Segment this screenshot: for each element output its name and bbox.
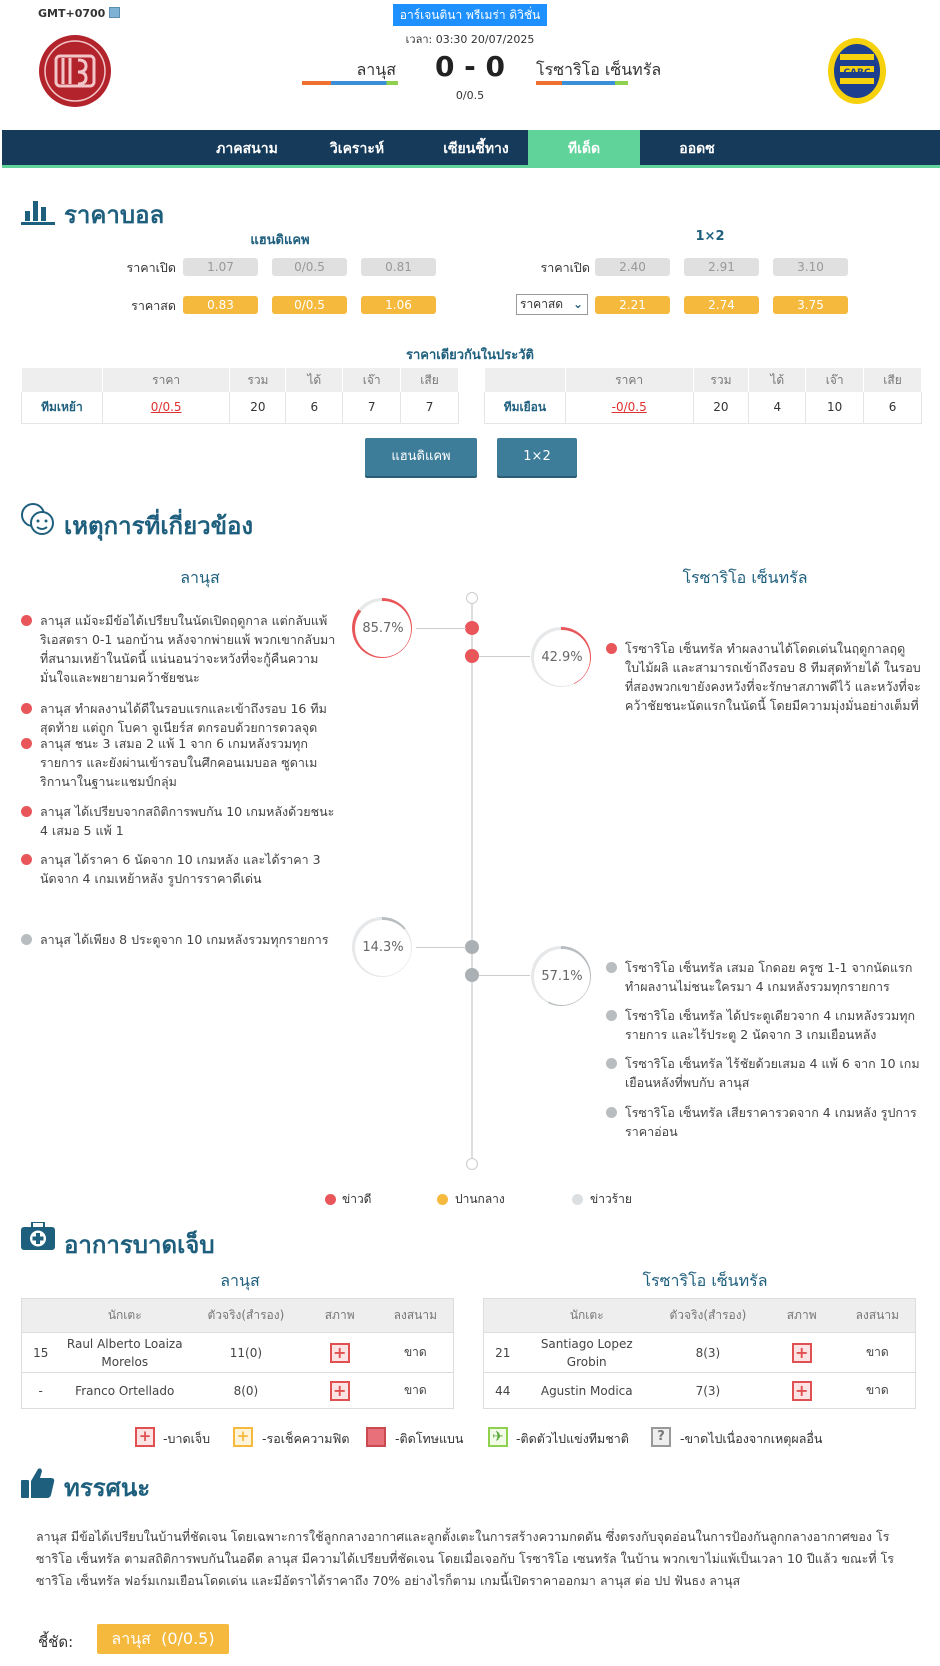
events-section-title: เหตุการที่เกี่ยวข้อง <box>64 512 254 540</box>
col-status: ลงสนาม <box>378 1299 454 1333</box>
onextwo-live-home[interactable]: 2.21 <box>595 296 670 314</box>
table-row: 15 Raul Alberto Loaiza Morelos 11(0) + ขาด <box>22 1333 454 1373</box>
home-good-note: ลานุส แม้จะมีข้อได้เปรียบในนัดเปิดฤดูกาล แต่กลับแพ้ ริเอสตรา 0-1 นอกบ้าน หลังจากพ่ายแพ้ พวกเขากลับมาที่สนามเหย้าในนัดนี้ แน่นอนว่าจะหวังที่จะกู้คืนความมั่นใจและพยายามคว้าชัยชนะ <box>40 613 336 685</box>
main-nav <box>2 130 940 168</box>
home-bad-ring <box>352 917 412 977</box>
handicap-live-line[interactable]: 0/0.5 <box>272 296 347 314</box>
opinion-section-title: ทรรศนะ <box>64 1474 151 1502</box>
injuries-section-title: อาการบาดเจ็บ <box>64 1231 215 1259</box>
match-time: เวลา: 03:30 20/07/2025 <box>405 33 535 46</box>
odds-section-title: ราคาบอล <box>64 201 165 229</box>
bad-dot <box>21 934 32 945</box>
home-good-note: ลานุส ได้เปรียบจากสถิติการพบกัน 10 เกมหลังด้วยชนะ 4 เสมอ 5 แพ้ 1 <box>40 804 335 838</box>
injured-icon: + <box>330 1343 350 1363</box>
col-win: ได้ <box>749 368 806 392</box>
handicap-live-label: ราคาสด <box>131 298 176 313</box>
away-bad-note: โรซาริโอ เซ็นทรัล เสมอ โกดอย ครูซ 1-1 จากนัดแรก ทำผลงานไม่ชนะใครมา 4 เกมหลังรวมทุกรายการ <box>625 960 913 994</box>
bar-chart-icon <box>21 195 55 225</box>
home-team-name[interactable]: ลานุส <box>356 60 396 79</box>
history-title: ราคาเดียวกันในประวัติ <box>405 348 535 363</box>
away-bad-note: โรซาริโอ เซ็นทรัล ได้ประตูเดียวจาก 4 เกมหลังรวมทุกรายการ และไร้ประตู 2 นัดจาก 3 เกมเยือนหลัง <box>625 1008 916 1042</box>
away-bad-pct: 57.1% <box>534 949 590 1005</box>
medical-kit-icon <box>21 1222 55 1250</box>
legend-suspended: -ติดโทษแบน <box>395 1431 464 1446</box>
timeline-bottom-cap <box>466 1158 478 1170</box>
handicap-open-label: ราคาเปิด <box>126 260 176 275</box>
handicap-open-home[interactable]: 1.07 <box>183 258 258 276</box>
rosario-crest-icon <box>826 36 888 106</box>
connector <box>416 947 466 948</box>
col-status: ลงสนาม <box>840 1299 916 1333</box>
timezone-toggle-icon[interactable] <box>109 7 120 18</box>
match-score: 0 - 0 <box>434 50 506 83</box>
other-reason-legend-icon: ? <box>651 1427 671 1447</box>
col-total: รวม <box>693 368 749 392</box>
good-dot <box>21 615 32 626</box>
col-price: ราคา <box>565 368 693 392</box>
good-dot <box>606 643 617 654</box>
home-good-ring <box>352 598 412 658</box>
connector <box>479 975 530 976</box>
home-history-table <box>21 368 459 424</box>
league-badge[interactable]: อาร์เจนตินา พรีเมร่า ดิวิชั่น <box>393 4 547 26</box>
legend-mid-dot <box>437 1194 448 1205</box>
table-row: - Franco Ortellado 8(0) + ขาด <box>22 1373 454 1409</box>
lanus-crest-icon <box>38 34 112 108</box>
pick-badge[interactable]: ลานุส (0/0.5) <box>97 1624 229 1654</box>
events-home-name: ลานุส <box>180 568 220 587</box>
injured-icon: + <box>792 1381 812 1401</box>
injuries-away-name: โรซาริโอ เซ็นทรัล <box>642 1271 768 1290</box>
handicap-open-away[interactable]: 0.81 <box>361 258 436 276</box>
match-handicap: 0/0.5 <box>455 89 485 102</box>
odds-type-select[interactable]: ราคาสด ⌄ <box>516 294 588 315</box>
home-form-bar <box>302 81 398 85</box>
away-team-name[interactable]: โรซาริโอ เซ็นทรัล <box>536 60 662 79</box>
bad-dot <box>606 1058 617 1069</box>
home-good-note: ลานุส ทำผลงานได้ดีในรอบแรกและเข้าถึงรอบ 16 ทีมสุดท้าย แต่ถูก โบคา จูเนียร์ส ตกรอบด้วยการดวลจุด <box>40 701 327 735</box>
legend-mid: ปานกลาง <box>455 1192 505 1206</box>
faces-icon <box>20 502 56 536</box>
tab-tips[interactable]: ทีเด็ด <box>528 130 640 168</box>
timeline-top-cap <box>466 592 478 604</box>
home-bad-note: ลานุส ได้เพียง 8 ประตูจาก 10 เกมหลังรวมทุกรายการ <box>40 932 329 947</box>
handicap-open-line[interactable]: 0/0.5 <box>272 258 347 276</box>
handicap-title: แฮนดิแคพ <box>250 233 310 248</box>
handicap-live-away[interactable]: 1.06 <box>361 296 436 314</box>
timeline-dot-home-good <box>465 621 479 635</box>
home-team-logo[interactable] <box>38 34 112 108</box>
good-dot <box>21 854 32 865</box>
away-good-note: โรซาริโอ เซ็นทรัล ทำผลงานได้โดดเด่นในฤดูกาลฤดูใบไม้ผลิ และสามารถเข้าถึงรอบ 8 ทีมสุดท้ายได้ ในรอบที่สองพวกเขายังคงหวังที่จะรักษาสภาพดีไว้ และหวังที่จะคว้าชัยชนะนัดแรกในนัดนี้ โดยมีความมุ่งมั่นอย่างเต็มที่ <box>625 641 921 713</box>
good-dot <box>21 806 32 817</box>
col-draw: เจ๊า <box>806 368 864 392</box>
bad-dot <box>606 962 617 973</box>
col-price: ราคา <box>102 368 230 392</box>
national-team-legend-icon: ✈ <box>488 1427 508 1447</box>
col-total: รวม <box>230 368 286 392</box>
col-apps: ตัวจริง(สำรอง) <box>190 1299 302 1333</box>
chevron-down-icon: ⌄ <box>572 297 583 311</box>
handicap-history-button[interactable]: แฮนดิแคพ <box>365 438 477 476</box>
timeline-dot-home-bad <box>465 940 479 954</box>
col-condition: สภาพ <box>302 1299 378 1333</box>
col-draw: เจ๊า <box>343 368 401 392</box>
tab-expert[interactable]: เซียนชี้ทาง <box>443 141 509 157</box>
tab-analysis[interactable]: วิเคราะห์ <box>329 141 385 157</box>
col-player: นักเตะ <box>521 1299 652 1333</box>
table-row: 44 Agustin Modica 7(3) + ขาด <box>484 1373 916 1409</box>
connector <box>416 628 466 629</box>
suspended-legend-icon <box>366 1427 386 1447</box>
away-form-bar <box>536 81 628 85</box>
away-bad-note: โรซาริโอ เซ็นทรัล เสียราคารวดจาก 4 เกมหลัง รูปการราคาอ่อน <box>625 1105 917 1139</box>
bad-dot <box>606 1010 617 1021</box>
col-apps: ตัวจริง(สำรอง) <box>652 1299 764 1333</box>
injured-legend-icon: + <box>135 1427 155 1447</box>
legend-good: ข่าวดี <box>342 1192 372 1206</box>
timeline-line <box>471 598 473 1164</box>
tab-odds[interactable]: ออดซ <box>679 141 715 157</box>
away-good-pct: 42.9% <box>534 630 590 686</box>
injured-icon: + <box>792 1343 812 1363</box>
tab-field[interactable]: ภาคสนาม <box>216 141 278 157</box>
legend-bad-dot <box>572 1194 583 1205</box>
onextwo-open-home[interactable]: 2.40 <box>595 258 670 276</box>
col-player: นักเตะ <box>59 1299 190 1333</box>
injuries-home-name: ลานุส <box>220 1271 260 1290</box>
home-good-note: ลานุส ชนะ 3 เสมอ 2 แพ้ 1 จาก 6 เกมหลังรวมทุกรายการ และยังผ่านเข้ารอบในศึกคอนเมบอล ซูดาเมริกานาในฐานะแชมป์กลุ่ม <box>40 736 318 789</box>
onextwo-title: 1×2 <box>695 229 725 244</box>
table-row: ทีมเยือน -0/0.5 20 4 10 6 <box>485 392 922 423</box>
away-bad-ring <box>531 946 591 1006</box>
good-dot <box>21 738 32 749</box>
bad-dot <box>606 1107 617 1118</box>
away-bad-note: โรซาริโอ เซ็นทรัล ไร้ชัยด้วยเสมอ 4 แพ้ 6 จาก 10 เกมเยือนหลังที่พบกับ ลานุส <box>625 1056 920 1090</box>
onextwo-open-label: ราคาเปิด <box>540 260 590 275</box>
legend-bad: ข่าวร้าย <box>590 1192 632 1206</box>
thumbs-up-icon <box>21 1466 55 1500</box>
table-row: 21 Santiago Lopez Grobin 8(3) + ขาด <box>484 1333 916 1373</box>
onextwo-open-away[interactable]: 3.10 <box>773 258 848 276</box>
timeline-dot-away-bad <box>465 968 479 982</box>
onextwo-open-draw[interactable]: 2.91 <box>684 258 759 276</box>
home-good-pct: 85.7% <box>355 601 411 657</box>
injured-icon: + <box>330 1381 350 1401</box>
connector <box>479 656 530 657</box>
legend-other: -ขาดไปเนื่องจากเหตุผลอื่น <box>680 1431 823 1446</box>
onextwo-live-draw[interactable]: 2.74 <box>684 296 759 314</box>
home-injury-table <box>21 1298 454 1409</box>
timeline-dot-away-good <box>465 649 479 663</box>
away-good-ring <box>531 627 591 687</box>
onextwo-live-away[interactable]: 3.75 <box>773 296 848 314</box>
opinion-text: ลานุส มีข้อได้เปรียบในบ้านที่ชัดเจน โดยเฉพาะการใช้ลูกกลางอากาศและลูกตั้งเตะในการสร้างความกดดัน ซึ่งตรงกับจุดอ่อนในการป้องกันลูกกลางอากาศของ โรซาริโอ เซ็นทรัล ตามสถิติการพบกันในอดีต ลานุส มีความได้เปรียบที่ชัดเจน โดยเมื่อเจอกับ โรซาริโอ เซนทรัล ในบ้าน พวกเขาไม่แพ้เป็นเวลา 10 ปีแล้ว ขณะที่ โรซาริโอ เซ็นทรัล ฟอร์มเกมเยือนโดดเด่น และมีอัตราได้ราคาถึง 70% อย่างไรก็ตาม เกมนี้เปิดราคาออกมา ลานุส ต่อ ปป ฟันธง ลานุส <box>36 1529 894 1588</box>
onextwo-history-button[interactable]: 1×2 <box>497 438 577 476</box>
away-history-table <box>484 368 922 424</box>
doubtful-legend-icon: + <box>233 1427 253 1447</box>
good-dot <box>21 703 32 714</box>
col-lose: เสีย <box>401 368 459 392</box>
home-good-note: ลานุส ได้ราคา 6 นัดจาก 10 เกมหลัง และได้ราคา 3 นัดจาก 4 เกมเหย้าหลัง รูปการราคาดีเด่น <box>40 852 321 886</box>
events-away-name: โรซาริโอ เซ็นทรัล <box>682 568 808 587</box>
away-team-logo[interactable] <box>826 36 888 106</box>
legend-good-dot <box>325 1194 336 1205</box>
timezone[interactable]: GMT+0700 <box>38 7 120 20</box>
svg-text:CARC: CARC <box>843 68 871 78</box>
col-lose: เสีย <box>864 368 922 392</box>
home-bad-pct: 14.3% <box>355 920 411 976</box>
handicap-live-home[interactable]: 0.83 <box>183 296 258 314</box>
col-win: ได้ <box>286 368 343 392</box>
col-condition: สภาพ <box>764 1299 840 1333</box>
legend-injured: -บาดเจ็บ <box>163 1431 211 1446</box>
table-row: ทีมเหย้า 0/0.5 20 6 7 7 <box>22 392 459 423</box>
legend-doubtful: -รอเช็คความฟิต <box>262 1431 350 1446</box>
legend-national-team: -ติดตัวไปแข่งทีมชาติ <box>516 1431 629 1446</box>
away-injury-table <box>483 1298 916 1409</box>
pick-label: ชี้ชัด: <box>38 1633 74 1651</box>
